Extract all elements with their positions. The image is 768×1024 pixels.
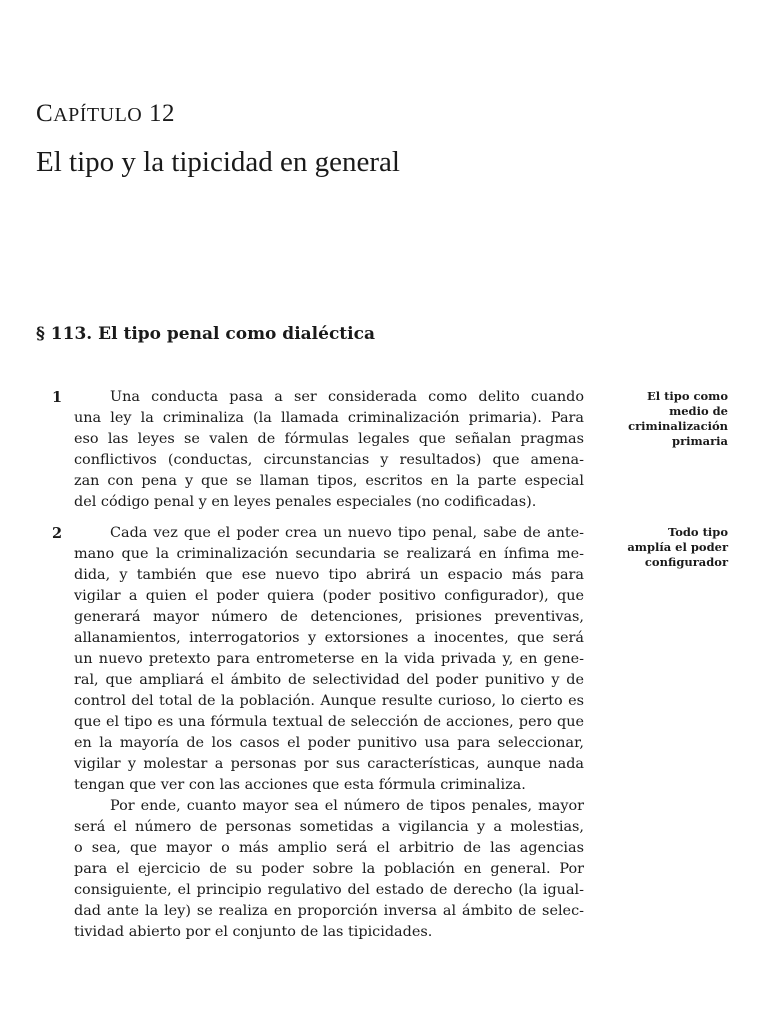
paragraph-line: tengan que ver con las acciones que esta fórmula criminaliza. xyxy=(74,777,526,793)
paragraph-line: generará mayor número de detenciones, prisiones preventivas, xyxy=(74,609,584,625)
margin-note-line: El tipo como xyxy=(646,389,728,403)
paragraph-line: control del total de la población. Aunque resulte curioso, lo cierto es xyxy=(74,693,584,709)
paragraph-number: 2 xyxy=(52,525,63,542)
paragraph-line: mano que la criminalización secundaria se realizará en ínfima me- xyxy=(74,546,584,562)
paragraph-line: zan con pena y que se llaman tipos, escritos en la parte especial xyxy=(74,473,584,489)
margin-note-line: Todo tipo xyxy=(667,525,728,539)
margin-note-line: criminalización xyxy=(628,419,728,433)
paragraph-2 xyxy=(74,523,584,796)
chapter-label-first: C xyxy=(36,100,54,127)
paragraph-line: allanamientos, interrogatorios y extorsiones a inocentes, que será xyxy=(74,630,584,646)
paragraph-line: Una conducta pasa a ser considerada como delito cuando xyxy=(110,389,584,405)
paragraph-line: del código penal y en leyes penales especiales (no codificadas). xyxy=(74,494,537,510)
paragraph-line: en la mayoría de los casos el poder punitivo usa para seleccionar, xyxy=(74,735,584,751)
chapter-title: El tipo y la tipicidad en general xyxy=(36,146,400,178)
paragraph-line: que el tipo es una fórmula textual de selección de acciones, pero que xyxy=(74,714,584,730)
paragraph-line: una ley la criminaliza (la llamada criminalización primaria). Para xyxy=(74,410,584,426)
paragraph-line: dida, y también que ese nuevo tipo abrirá un espacio más para xyxy=(74,567,584,583)
margin-note-line: amplía el poder xyxy=(627,540,728,554)
paragraph-line: conflictivos (conductas, circunstancias y resultados) que amena- xyxy=(74,452,584,468)
paragraph-line: será el número de personas sometidas a vigilancia y a molestias, xyxy=(74,819,584,835)
paragraph-number: 1 xyxy=(52,389,63,406)
paragraph-line: un nuevo pretexto para entrometerse en la vida privada y, en gene- xyxy=(74,651,584,667)
paragraph-1 xyxy=(74,387,584,513)
chapter-label xyxy=(36,100,175,128)
paragraph-line: tividad abierto por el conjunto de las tipicidades. xyxy=(74,924,433,940)
paragraph-line: dad ante la ley) se realiza en proporción inversa al ámbito de selec- xyxy=(74,903,584,919)
paragraph-line: vigilar a quien el poder quiera (poder positivo configurador), que xyxy=(74,588,584,604)
paragraph-line: eso las leyes se valen de fórmulas legales que señalan pragmas xyxy=(74,431,584,447)
paragraph-line: o sea, que mayor o más amplio será el arbitrio de las agencias xyxy=(74,840,584,856)
margin-note-line: primaria xyxy=(672,434,728,448)
paragraph-line: para el ejercicio de su poder sobre la población en general. Por xyxy=(74,861,584,877)
chapter-label-rest: APÍTULO xyxy=(53,104,143,126)
paragraph-3 xyxy=(74,796,584,943)
paragraph-line: consiguiente, el principio regulativo del estado de derecho (la igual- xyxy=(74,882,584,898)
margin-note-line: configurador xyxy=(644,555,728,569)
chapter-number: 12 xyxy=(148,100,175,127)
section-heading: § 113. El tipo penal como dialéctica xyxy=(36,324,375,344)
paragraph-line: vigilar y molestar a personas por sus características, aunque nada xyxy=(74,756,584,772)
paragraph-line: ral, que ampliará el ámbito de selectividad del poder punitivo y de xyxy=(74,672,584,688)
paragraph-line: Cada vez que el poder crea un nuevo tipo penal, sabe de ante- xyxy=(110,525,584,541)
margin-note-1 xyxy=(608,389,728,449)
margin-note-line: medio de xyxy=(669,404,728,418)
margin-note-2 xyxy=(608,525,728,570)
paragraph-line: Por ende, cuanto mayor sea el número de tipos penales, mayor xyxy=(110,798,584,814)
